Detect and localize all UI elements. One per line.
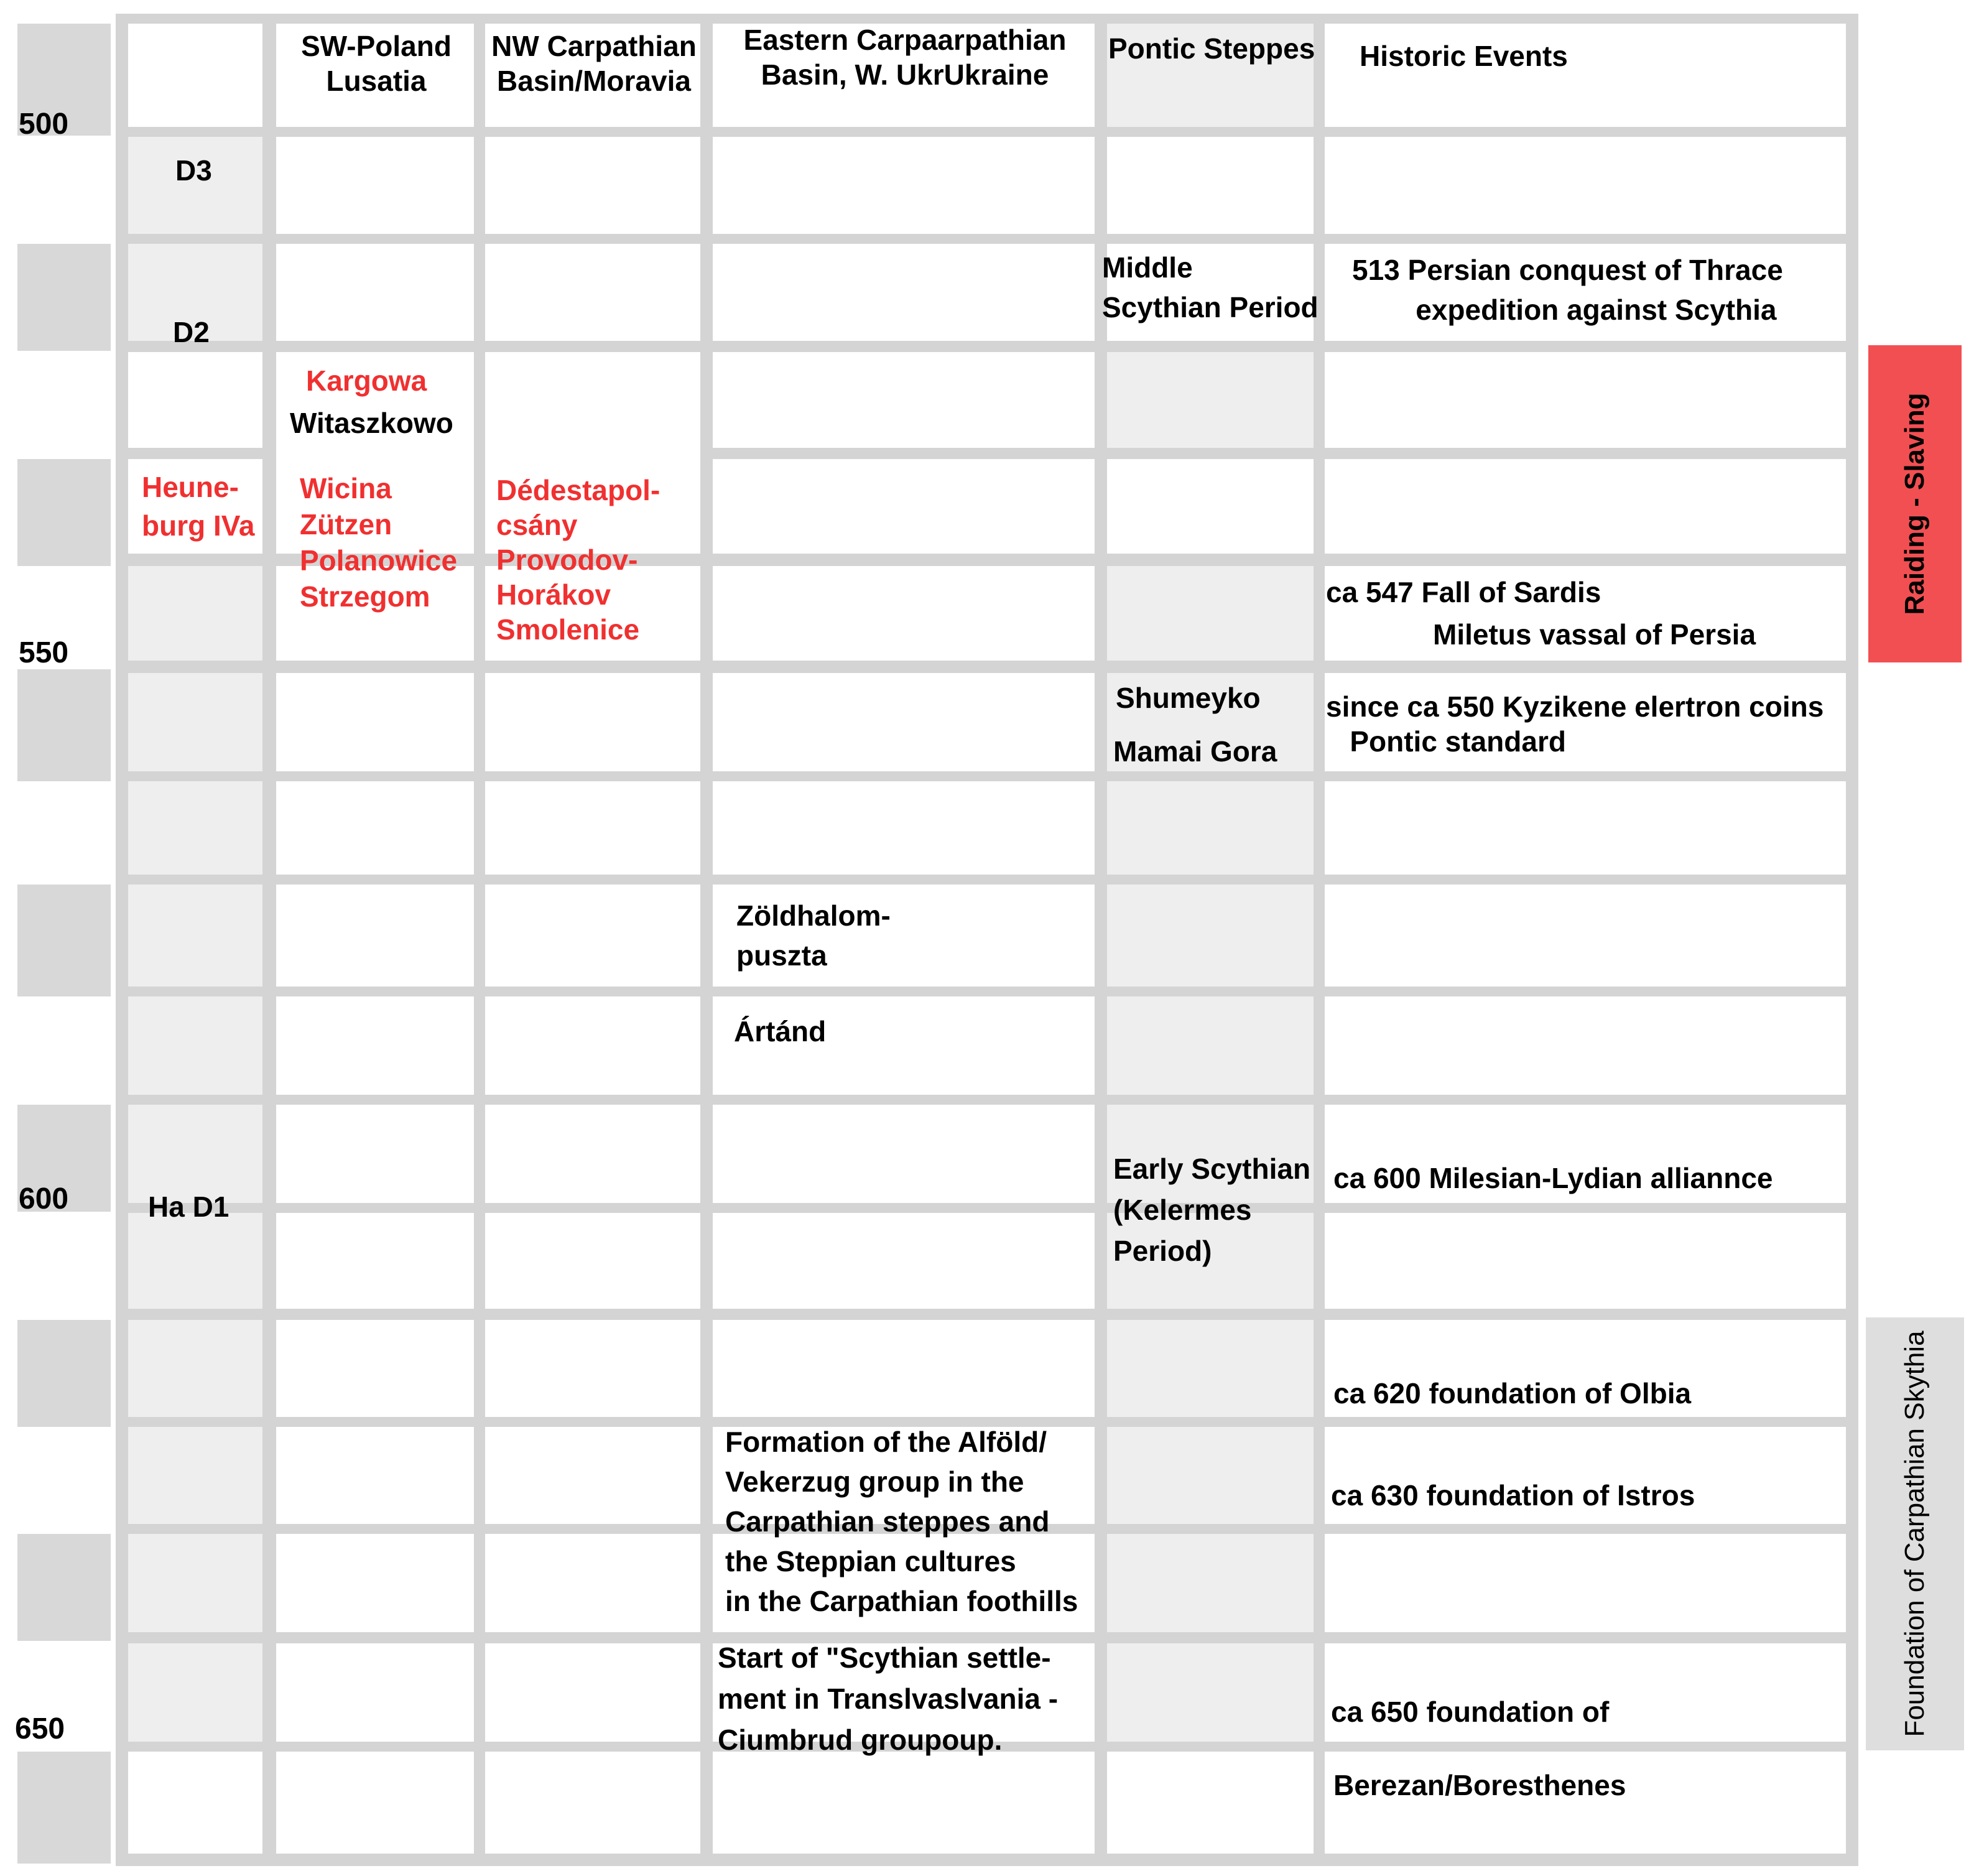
table-cell bbox=[1325, 352, 1846, 448]
table-cell bbox=[485, 673, 700, 771]
table-cell bbox=[276, 1643, 474, 1742]
table-cell bbox=[128, 1752, 262, 1854]
table-cell bbox=[1107, 996, 1314, 1095]
site-kargowa: Kargowa bbox=[306, 365, 427, 397]
table-cell bbox=[485, 1752, 700, 1854]
table-cell bbox=[128, 1320, 262, 1417]
table-cell bbox=[1325, 781, 1846, 875]
table-cell bbox=[1107, 1534, 1314, 1632]
table-cell bbox=[1107, 885, 1314, 987]
timeline-band bbox=[17, 244, 111, 351]
table-cell bbox=[485, 1320, 700, 1417]
table-cell bbox=[713, 244, 1095, 341]
phase-d3: D3 bbox=[175, 154, 212, 187]
site-ciumbrud: Start of "Scythian settle- ment in Translvaslvania - Ciumbrud groupoup. bbox=[718, 1642, 1059, 1756]
table-cell bbox=[485, 244, 700, 341]
event-513: 513 Persian conquest of Thrace expedition against Scythia bbox=[1352, 254, 1783, 326]
table-cell bbox=[485, 1643, 700, 1742]
table-cell bbox=[276, 1534, 474, 1632]
pontic-shumeyko: Shumeyko bbox=[1116, 682, 1261, 714]
timeline-band bbox=[17, 669, 111, 781]
foundation-carpathian-skythia-label: Foundation of Carpathian Skythia bbox=[1899, 1330, 1930, 1737]
pontic-early-scythian: Early Scythian (Kelermes Period) bbox=[1113, 1153, 1311, 1267]
pontic-mamai-gora: Mamai Gora bbox=[1113, 735, 1277, 768]
table-cell bbox=[1325, 1213, 1846, 1309]
table-cell bbox=[276, 137, 474, 234]
table-cell bbox=[485, 885, 700, 987]
timeline-band bbox=[17, 1752, 111, 1864]
year-label-650: 650 bbox=[15, 1712, 65, 1745]
table-cell bbox=[276, 673, 474, 771]
table-cell bbox=[276, 885, 474, 987]
table-cell bbox=[276, 781, 474, 875]
event-547-sardis: ca 547 Fall of Sardis bbox=[1326, 576, 1601, 608]
table-cell bbox=[713, 781, 1095, 875]
header-sw-poland: SW-Poland Lusatia bbox=[301, 30, 452, 97]
event-620: ca 620 foundation of Olbia bbox=[1333, 1377, 1692, 1409]
table-cell bbox=[1107, 137, 1314, 234]
table-cell bbox=[276, 244, 474, 341]
site-dedestapolcsany-group: Dédestapol- csány Provodov- Horákov Smolenice bbox=[496, 474, 660, 646]
table-cell bbox=[713, 1105, 1095, 1203]
table-cell bbox=[485, 137, 700, 234]
table-cell bbox=[1325, 996, 1846, 1095]
table-cell bbox=[1107, 1320, 1314, 1417]
table-cell bbox=[1107, 459, 1314, 554]
event-650: ca 650 foundation of bbox=[1331, 1696, 1610, 1728]
table-cell bbox=[1107, 352, 1314, 448]
table-cell bbox=[1107, 781, 1314, 875]
table-cell bbox=[485, 1427, 700, 1524]
table-cell bbox=[128, 1534, 262, 1632]
table-cell bbox=[713, 137, 1095, 234]
raiding-slaving-bar bbox=[1868, 345, 1962, 662]
table-cell bbox=[276, 1752, 474, 1854]
table-cell bbox=[128, 352, 262, 448]
table-cell bbox=[713, 1213, 1095, 1309]
table-cell bbox=[128, 1643, 262, 1742]
timeline-band bbox=[17, 1534, 111, 1641]
pontic-middle-scythian: Middle Scythian Period bbox=[1102, 251, 1319, 323]
event-berezan: Berezan/Boresthenes bbox=[1333, 1769, 1626, 1801]
table-cell bbox=[276, 996, 474, 1095]
timeline-band bbox=[17, 459, 111, 566]
table-cell bbox=[485, 996, 700, 1095]
site-witaszkowo: Witaszkowo bbox=[290, 407, 453, 439]
site-wicina-group: Wicina Zützen Polanowice Strzegom bbox=[300, 472, 458, 613]
table-cell bbox=[713, 459, 1095, 554]
year-label-600: 600 bbox=[19, 1182, 69, 1215]
table-cell bbox=[1325, 885, 1846, 987]
table-cell bbox=[276, 1320, 474, 1417]
raiding-slaving-label: Raiding - Slaving bbox=[1899, 392, 1930, 615]
table-cell bbox=[128, 566, 262, 661]
table-cell bbox=[1107, 566, 1314, 661]
table-cell bbox=[128, 996, 262, 1095]
timeline-band bbox=[17, 885, 111, 996]
table-cell bbox=[1107, 1752, 1314, 1854]
table-cell bbox=[485, 1534, 700, 1632]
header-nw-carpathian: NW Carpathian Basin/Moravia bbox=[491, 30, 697, 97]
table-cell bbox=[485, 781, 700, 875]
table-cell bbox=[1107, 1643, 1314, 1742]
event-547-miletus: Miletus vassal of Persia bbox=[1433, 618, 1756, 651]
year-label-500: 500 bbox=[19, 108, 69, 141]
table-cell bbox=[1325, 137, 1846, 234]
table-cell bbox=[1325, 459, 1846, 554]
table-cell bbox=[128, 673, 262, 771]
table-cell bbox=[128, 885, 262, 987]
table-cell bbox=[713, 673, 1095, 771]
table-cell bbox=[713, 1320, 1095, 1417]
table-cell bbox=[128, 781, 262, 875]
table-cell bbox=[276, 1427, 474, 1524]
event-600: ca 600 Milesian-Lydian alliannce bbox=[1333, 1162, 1773, 1194]
header-eastern-carpathian: Eastern Carpaarpathian Basin, W. UkrUkraine bbox=[743, 24, 1067, 91]
phase-d2: D2 bbox=[173, 316, 210, 348]
header-pontic-steppes: Pontic Steppes bbox=[1108, 32, 1315, 65]
site-zoldhalompuszta: Zöldhalom- puszta bbox=[736, 899, 891, 972]
timeline-band bbox=[17, 1320, 111, 1427]
table-cell bbox=[713, 352, 1095, 448]
table-cell bbox=[1107, 1427, 1314, 1524]
table-cell bbox=[128, 24, 262, 127]
table-cell bbox=[713, 1752, 1095, 1854]
year-label-550: 550 bbox=[19, 636, 69, 669]
foundation-carpathian-skythia-bar bbox=[1866, 1317, 1964, 1750]
table-cell bbox=[485, 1105, 700, 1203]
site-alfold-group: Formation of the Alföld/ Vekerzug group in the Carpathian steppes and the Steppian cultures in the Carpathian foothills bbox=[725, 1426, 1078, 1617]
site-artand: Ártánd bbox=[734, 1015, 827, 1047]
header-historic-events: Historic Events bbox=[1360, 40, 1568, 72]
event-550-coins: since ca 550 Kyzikene elertron coins Pontic standard bbox=[1326, 690, 1824, 758]
table-cell bbox=[276, 1105, 474, 1203]
event-630: ca 630 foundation of Istros bbox=[1331, 1479, 1695, 1511]
site-heuneburg: Heune- burg IVa bbox=[142, 471, 255, 542]
table-cell bbox=[128, 1213, 262, 1309]
table-cell bbox=[485, 1213, 700, 1309]
table-cell bbox=[128, 1427, 262, 1524]
table-cell bbox=[276, 1213, 474, 1309]
table-cell bbox=[1325, 1534, 1846, 1632]
phase-ha-d1: Ha D1 bbox=[148, 1191, 229, 1223]
table-cell bbox=[713, 566, 1095, 661]
